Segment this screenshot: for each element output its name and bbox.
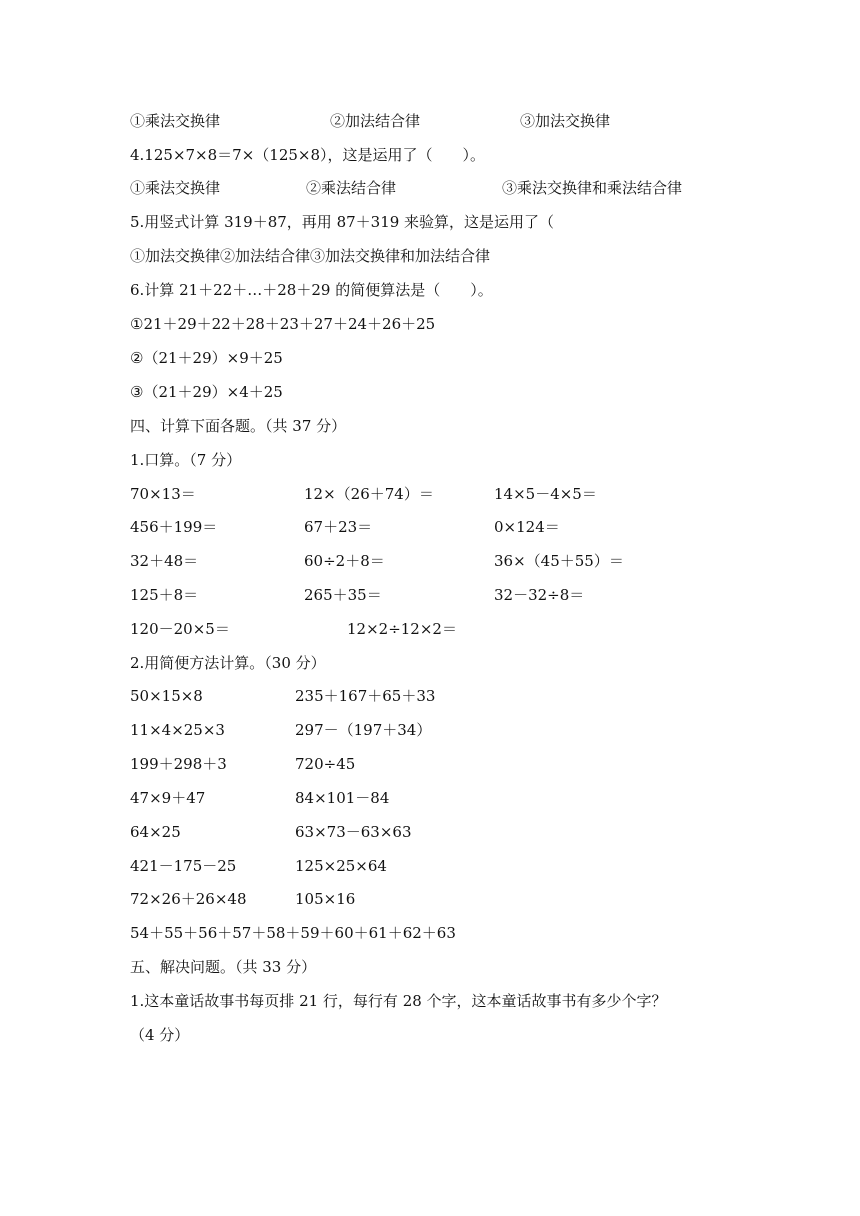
simple-calc-item: 63×73－63×63 xyxy=(295,823,412,841)
q6-option-2: ②（21＋29）×9＋25 xyxy=(130,349,283,367)
simple-calc-item: 64×25 xyxy=(130,823,181,841)
simple-calc-item: 235＋167＋65＋33 xyxy=(295,687,436,705)
q4-option-1: ①乘法交换律 xyxy=(130,179,221,197)
simple-calc-item: 720÷45 xyxy=(295,755,356,773)
q6-option-3: ③（21＋29）×4＋25 xyxy=(130,383,283,401)
oral-calc-title: 1.口算。（7 分） xyxy=(130,451,242,469)
oral-calc-item: 125＋8＝ xyxy=(130,586,199,604)
problem-1-points: （4 分） xyxy=(130,1026,190,1044)
simple-calc-item: 54＋55＋56＋57＋58＋59＋60＋61＋62＋63 xyxy=(130,924,456,942)
simple-calc-item: 297－（197＋34） xyxy=(295,721,432,739)
q3-option-2: ②加法结合律 xyxy=(330,112,421,130)
oral-calc-item: 0×124＝ xyxy=(494,518,560,536)
oral-calc-item: 120－20×5＝ xyxy=(130,620,230,638)
q5-options: ①加法交换律②加法结合律③加法交换律和加法结合律 xyxy=(130,247,491,265)
q4-option-2: ②乘法结合律 xyxy=(306,179,397,197)
oral-calc-item: 12×（26＋74）＝ xyxy=(304,485,434,503)
q6-stem: 6.计算 21＋22＋…＋28＋29 的简便算法是（ ）。 xyxy=(130,281,493,299)
oral-calc-item: 265＋35＝ xyxy=(304,586,382,604)
simple-calc-item: 84×101－84 xyxy=(295,789,390,807)
simple-calc-item: 125×25×64 xyxy=(295,857,387,875)
simple-calc-item: 199＋298＋3 xyxy=(130,755,227,773)
q4-stem: 4.125×7×8＝7×（125×8），这是运用了（ ）。 xyxy=(130,146,486,164)
oral-calc-item: 456＋199＝ xyxy=(130,518,218,536)
q3-option-3: ③加法交换律 xyxy=(520,112,611,130)
simple-calc-item: 11×4×25×3 xyxy=(130,721,225,739)
oral-calc-item: 32－32÷8＝ xyxy=(494,586,585,604)
simple-calc-item: 105×16 xyxy=(295,890,356,908)
section5-title: 五、解决问题。（共 33 分） xyxy=(130,958,317,976)
simple-calc-item: 421－175－25 xyxy=(130,857,237,875)
oral-calc-item: 32＋48＝ xyxy=(130,552,199,570)
simple-calc-title: 2.用简便方法计算。（30 分） xyxy=(130,654,326,672)
oral-calc-item: 14×5－4×5＝ xyxy=(494,485,597,503)
oral-calc-item: 60÷2＋8＝ xyxy=(304,552,385,570)
oral-calc-item: 70×13＝ xyxy=(130,485,196,503)
q5-stem: 5.用竖式计算 319＋87，再用 87＋319 来验算，这是运用了（ xyxy=(130,213,555,231)
q6-option-1: ①21＋29＋22＋28＋23＋27＋24＋26＋25 xyxy=(130,315,436,333)
section4-title: 四、计算下面各题。（共 37 分） xyxy=(130,417,347,435)
simple-calc-item: 72×26＋26×48 xyxy=(130,890,247,908)
simple-calc-item: 47×9＋47 xyxy=(130,789,206,807)
simple-calc-item: 50×15×8 xyxy=(130,687,203,705)
q3-option-1: ①乘法交换律 xyxy=(130,112,221,130)
q4-option-3: ③乘法交换律和乘法结合律 xyxy=(502,179,683,197)
oral-calc-item: 12×2÷12×2＝ xyxy=(347,620,457,638)
oral-calc-item: 67＋23＝ xyxy=(304,518,373,536)
problem-1-text: 1.这本童话故事书每页排 21 行，每行有 28 个字，这本童话故事书有多少个字？ xyxy=(130,992,667,1010)
oral-calc-item: 36×（45＋55）＝ xyxy=(494,552,624,570)
